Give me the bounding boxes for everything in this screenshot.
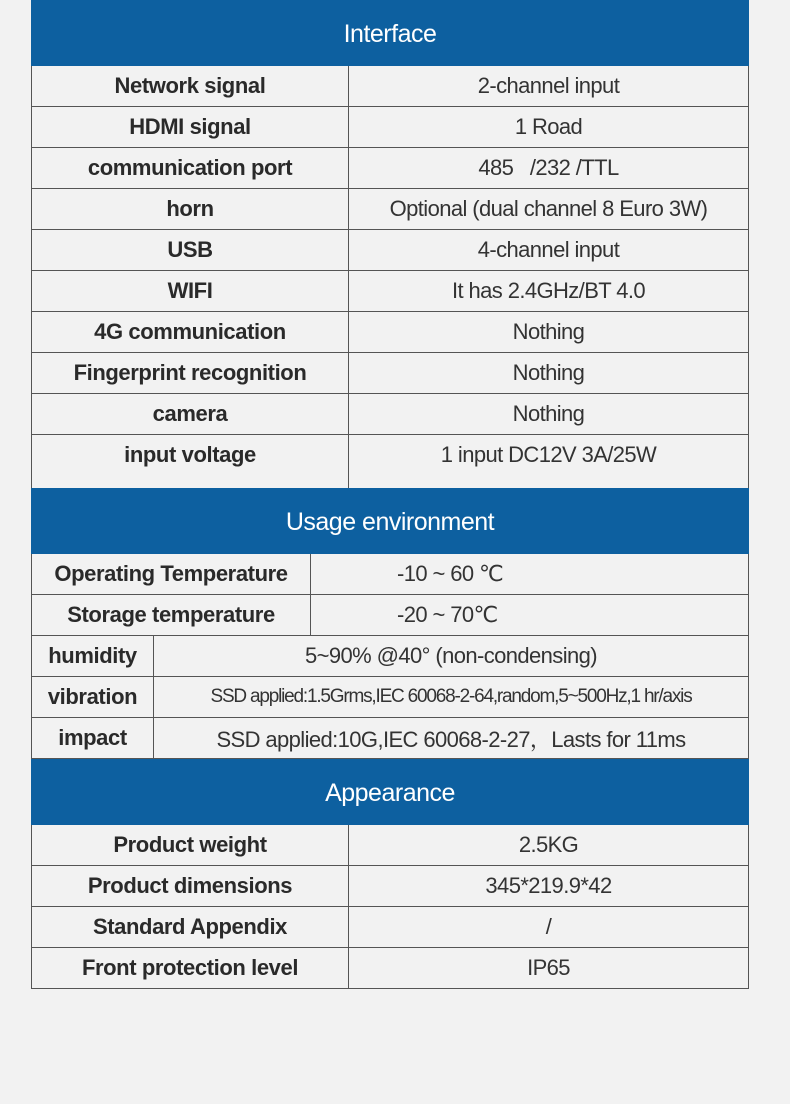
- row-value: 2-channel input: [477, 73, 620, 98]
- spec-sheet: [31, 0, 749, 989]
- row-value: /: [545, 914, 552, 939]
- table-row: [31, 435, 749, 488]
- row-value: It has 2.4GHz/BT 4.0: [451, 278, 646, 303]
- table-row: [31, 554, 749, 595]
- row-value: 5~90% @40° (non-condensing): [305, 643, 597, 668]
- row-value: IP65: [527, 955, 570, 980]
- row-label: Storage temperature: [32, 595, 311, 635]
- table-row: [31, 107, 749, 148]
- interface-table: [31, 66, 749, 488]
- table-row: [31, 636, 749, 677]
- row-label: Product dimensions: [32, 866, 349, 906]
- row-label: HDMI signal: [32, 107, 349, 147]
- row-label: Front protection level: [32, 948, 349, 988]
- row-label: input voltage: [32, 435, 349, 488]
- row-label: impact: [32, 718, 154, 758]
- row-label: Standard Appendix: [32, 907, 349, 947]
- row-value: 1 input DC12V 3A/25W: [440, 442, 657, 467]
- row-value: Nothing: [512, 360, 585, 385]
- row-label: WIFI: [32, 271, 349, 311]
- table-row: [31, 907, 749, 948]
- table-row: [31, 189, 749, 230]
- row-value: Nothing: [512, 401, 585, 426]
- table-row: [31, 271, 749, 312]
- row-value: Optional (dual channel 8 Euro 3W): [389, 196, 708, 221]
- row-label: camera: [32, 394, 349, 434]
- section-header-interface: Interface: [31, 0, 749, 66]
- row-value: 485 /232 /TTL: [478, 155, 619, 180]
- table-row: [31, 825, 749, 866]
- row-label: Product weight: [32, 825, 349, 865]
- table-row: [31, 148, 749, 189]
- row-value: -20 ~ 70℃: [397, 602, 498, 627]
- row-label: 4G communication: [32, 312, 349, 352]
- row-label: Fingerprint recognition: [32, 353, 349, 393]
- row-value: 1 Road: [514, 114, 583, 139]
- row-value: SSD applied:1.5Grms,IEC 60068-2-64,random,5~500Hz,1 hr/axis: [210, 686, 692, 707]
- row-label: Network signal: [32, 66, 349, 106]
- row-label: horn: [32, 189, 349, 229]
- table-row: [31, 866, 749, 907]
- row-value: Nothing: [512, 319, 585, 344]
- row-label: communication port: [32, 148, 349, 188]
- section-header-usage-environment: Usage environment: [31, 488, 749, 554]
- row-value: 2.5KG: [518, 832, 579, 857]
- row-label: USB: [32, 230, 349, 270]
- appearance-table: [31, 825, 749, 989]
- environment-table: [31, 554, 749, 759]
- table-row: [31, 394, 749, 435]
- table-row: [31, 312, 749, 353]
- section-header-appearance: Appearance: [31, 759, 749, 825]
- table-row: [31, 948, 749, 989]
- row-value: -10 ~ 60 ℃: [397, 561, 504, 586]
- table-row: [31, 595, 749, 636]
- table-row: [31, 718, 749, 759]
- row-value: SSD applied:10G,IEC 60068-2-27，Lasts for 11ms: [216, 726, 686, 752]
- table-row: [31, 677, 749, 718]
- row-value: 345*219.9*42: [485, 873, 612, 898]
- row-label: humidity: [32, 636, 154, 676]
- row-label: vibration: [32, 677, 154, 717]
- table-row: [31, 66, 749, 107]
- row-value: 4-channel input: [477, 237, 620, 262]
- table-row: [31, 230, 749, 271]
- table-row: [31, 353, 749, 394]
- row-label: Operating Temperature: [32, 554, 311, 594]
